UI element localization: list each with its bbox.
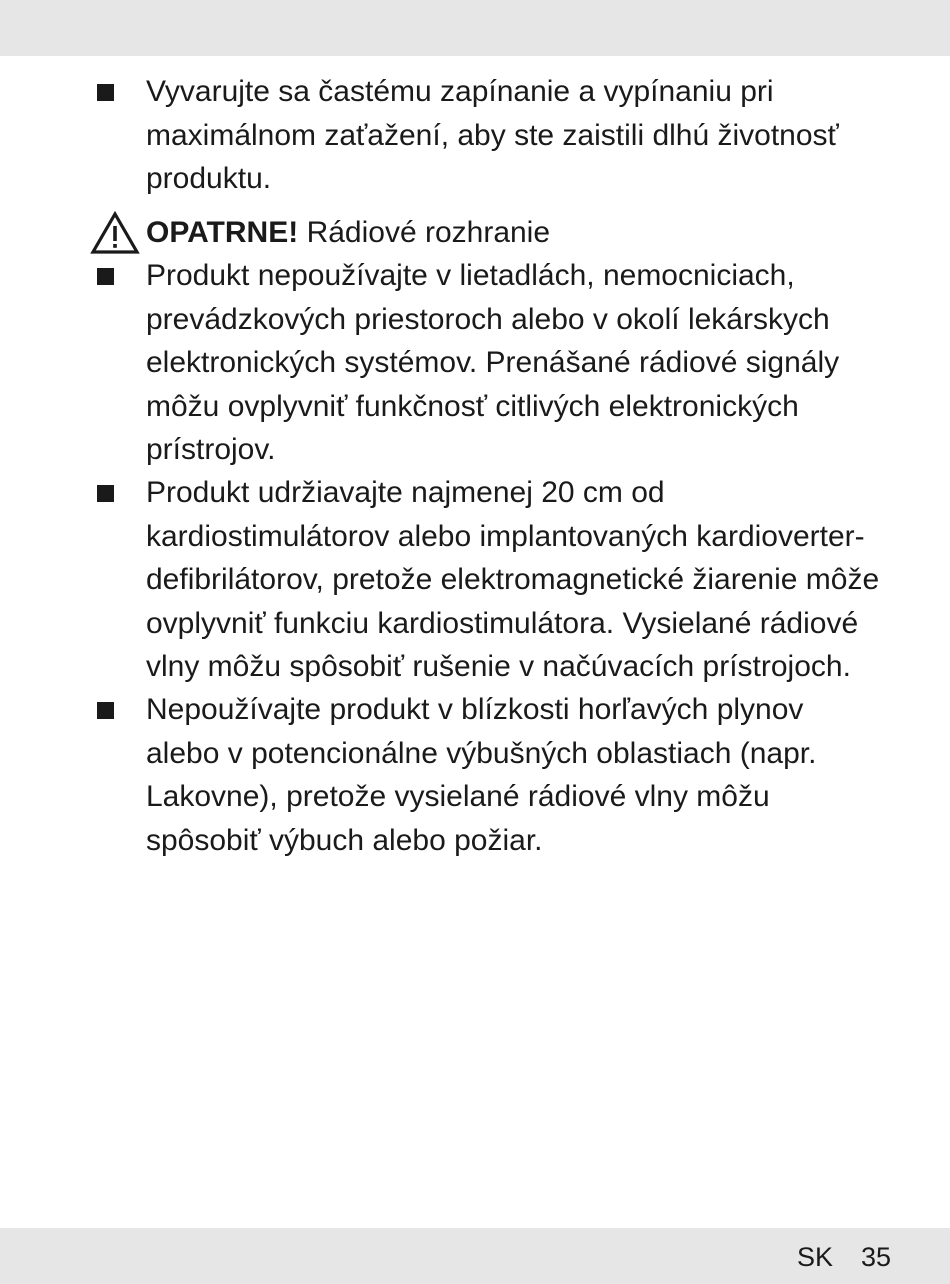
list-item-text xyxy=(146,471,906,689)
text-line: Produkt nepoužívajte v lietadlách, nemocniciach, xyxy=(146,259,795,292)
warning-triangle-icon xyxy=(90,211,140,255)
text-line: Produkt udržiavajte najmenej 20 cm od xyxy=(146,476,665,509)
list-item-text xyxy=(146,254,906,472)
text-line: prevádzkových priestoroch alebo v okolí lekárskych xyxy=(146,302,830,336)
footer-page-number: 35 xyxy=(861,1242,892,1272)
text-line: spôsobiť výbuch alebo požiar. xyxy=(146,823,543,857)
text-line: môžu ovplyvniť funkčnosť citlivých elektronických xyxy=(146,389,799,423)
warning-heading xyxy=(0,211,950,255)
bullet-square-icon xyxy=(97,702,114,719)
text-line: defibrilátorov, pretože elektromagnetické žiarenie môže xyxy=(146,563,880,596)
text-line: produktu. xyxy=(146,162,272,195)
text-line: Vyvarujte sa častému zapínanie a vypínaniu pri xyxy=(146,75,774,108)
bullet-square-icon xyxy=(97,268,114,285)
text-line: Lakovne), pretože vysielané rádiové vlny môžu xyxy=(146,780,770,813)
list-item-text xyxy=(146,70,906,201)
bullet-square-icon xyxy=(97,485,114,502)
text-line: Nepoužívajte produkt v blízkosti horľavých plynov xyxy=(146,693,804,726)
text-line: alebo v potencionálne výbušných oblastiach (napr. xyxy=(146,736,817,770)
list-item-text xyxy=(146,688,906,862)
warning-subject: Rádiové rozhranie xyxy=(306,216,551,249)
text-line: kardiostimulátorov alebo implantovaných kardioverter- xyxy=(146,519,865,553)
header-band xyxy=(0,0,950,56)
text-line: ovplyvniť funkciu kardiostimulátora. Vysielané rádiové xyxy=(146,606,859,640)
text-line: elektronických systémov. Prenášané rádiové signály xyxy=(146,346,840,379)
warning-text xyxy=(146,211,550,255)
warning-label: OPATRNE! xyxy=(146,216,299,249)
text-line: maximálnom zaťažení, aby ste zaistili dlhú životnosť xyxy=(146,118,839,152)
text-line: prístrojov. xyxy=(146,433,276,466)
footer-language: SK xyxy=(797,1242,834,1272)
text-line: vlny môžu spôsobiť rušenie v načúvacích prístrojoch. xyxy=(146,650,851,683)
bullet-square-icon xyxy=(97,84,114,101)
